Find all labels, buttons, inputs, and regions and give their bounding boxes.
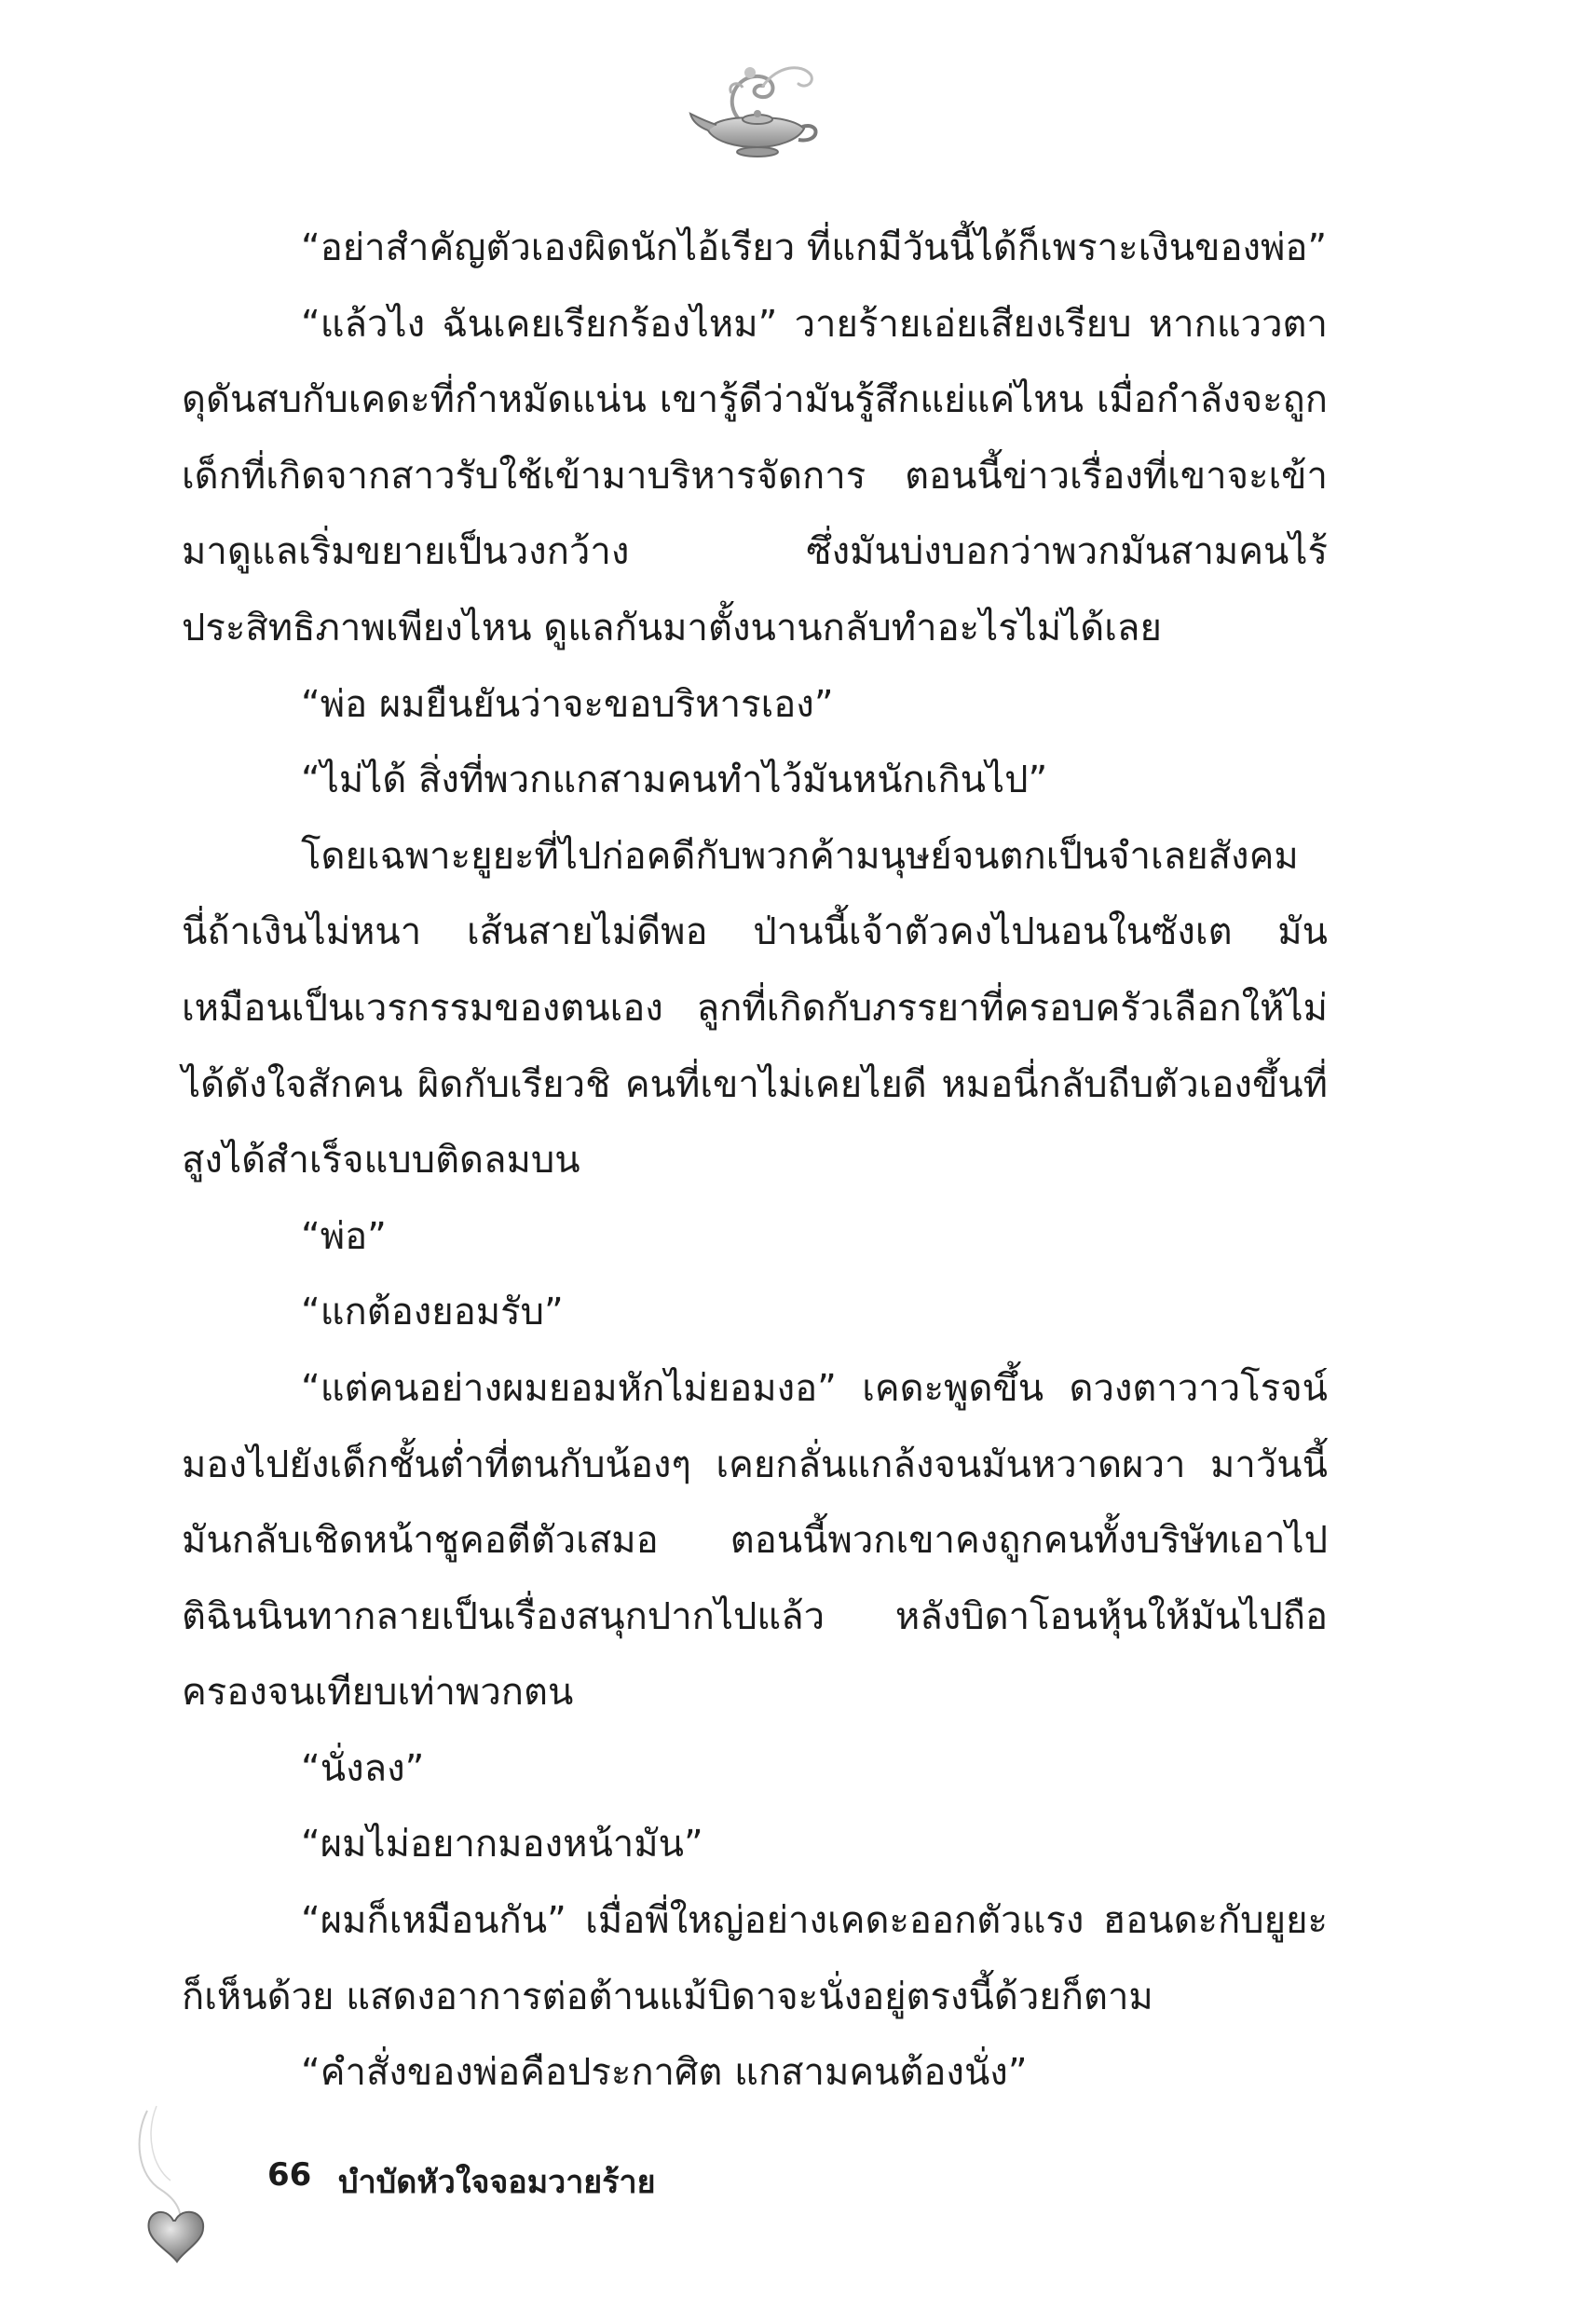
paragraph: “ผมก็เหมือนกัน” เมื่อพี่ใหญ่อย่างเคดะออกตัวแรง ฮอนดะกับยูยะก็เห็นด้วย แสดงอาการต่อต้านแม้บิดาจะนั่งอยู่ตรงนี้ด้วยก็ตาม	[182, 1899, 1328, 2018]
paragraph: “แล้วไง ฉันเคยเรียกร้องไหม” วายร้ายเอ่ยเสียงเรียบ หากแววตาดุดันสบกับเคดะที่กำหมัดแน่น เขารู้ดีว่ามันรู้สึกแย่แค่ไหน เมื่อกำลังจะถูกเด็กที่เกิดจากสาวรับใช้เข้ามาบริหารจัดการ ตอนนี้ข่าวเรื่องที่เขาจะเข้ามาดูแลเริ่มขยายเป็นวงกว้าง ซึ่งมันบ่งบอกว่าพวกมันสามคนไร้ประสิทธิภาพเพียงไหน ดูแลกันมาตั้งนานกลับทำอะไรไม่ได้เลย	[182, 302, 1328, 650]
paragraph: “พ่อ”	[301, 1214, 387, 1258]
body-text	[182, 211, 1328, 2112]
page-number: 66	[267, 2156, 312, 2194]
book-title: บำบัดหัวใจจอมวายร้าย	[338, 2164, 656, 2201]
paragraph: “แกต้องยอมรับ”	[301, 1291, 564, 1334]
heart-charm-icon	[129, 2101, 240, 2278]
paragraph: “แต่คนอย่างผมยอมหักไม่ยอมงอ” เคดะพูดขึ้น ดวงตาวาวโรจน์มองไปยังเด็กชั้นต่ำที่ตนกับน้องๆ เคยกลั่นแกล้งจนมันหวาดผวา มาวันนี้มันกลับเชิดหน้าชูคอตีตัวเสมอ ตอนนี้พวกเขาคงถูกคนทั้งบริษัทเอาไปติฉินนินทากลายเป็นเรื่องสนุกปากไปแล้ว หลังบิดาโอนหุ้นให้มันไปถือครองจนเทียบเท่าพวกตน	[182, 1366, 1328, 1715]
genie-lamp-icon	[685, 56, 825, 160]
paragraph: “ไม่ได้ สิ่งที่พวกแกสามคนทำไว้มันหนักเกินไป”	[301, 759, 1048, 802]
paragraph: “คำสั่งของพ่อคือประกาศิต แกสามคนต้องนั่ง”	[301, 2051, 1028, 2095]
paragraph: “นั่งลง”	[301, 1746, 425, 1790]
paragraph: “อย่าสำคัญตัวเองผิดนักไอ้เรียว ที่แกมีวันนี้ได้ก็เพราะเงินของพ่อ”	[301, 226, 1328, 269]
paragraph: “ผมไม่อยากมองหน้ามัน”	[301, 1823, 703, 1867]
paragraph: “พ่อ ผมยืนยันว่าจะขอบริหารเอง”	[301, 682, 834, 726]
paragraph: โดยเฉพาะยูยะที่ไปก่อคดีกับพวกค้ามนุษย์จนตกเป็นจำเลยสังคม นี่ถ้าเงินไม่หนา เส้นสายไม่ดีพอ ป่านนี้เจ้าตัวคงไปนอนในซังเต มันเหมือนเป็นเวรกรรมของตนเอง ลูกที่เกิดกับภรรยาที่ครอบครัวเลือกให้ไม่ได้ดังใจสักคน ผิดกับเรียวชิ คนที่เขาไม่เคยไยดี หมอนี่กลับถีบตัวเองขึ้นที่สูงได้สำเร็จแบบติดลมบน	[182, 834, 1328, 1183]
